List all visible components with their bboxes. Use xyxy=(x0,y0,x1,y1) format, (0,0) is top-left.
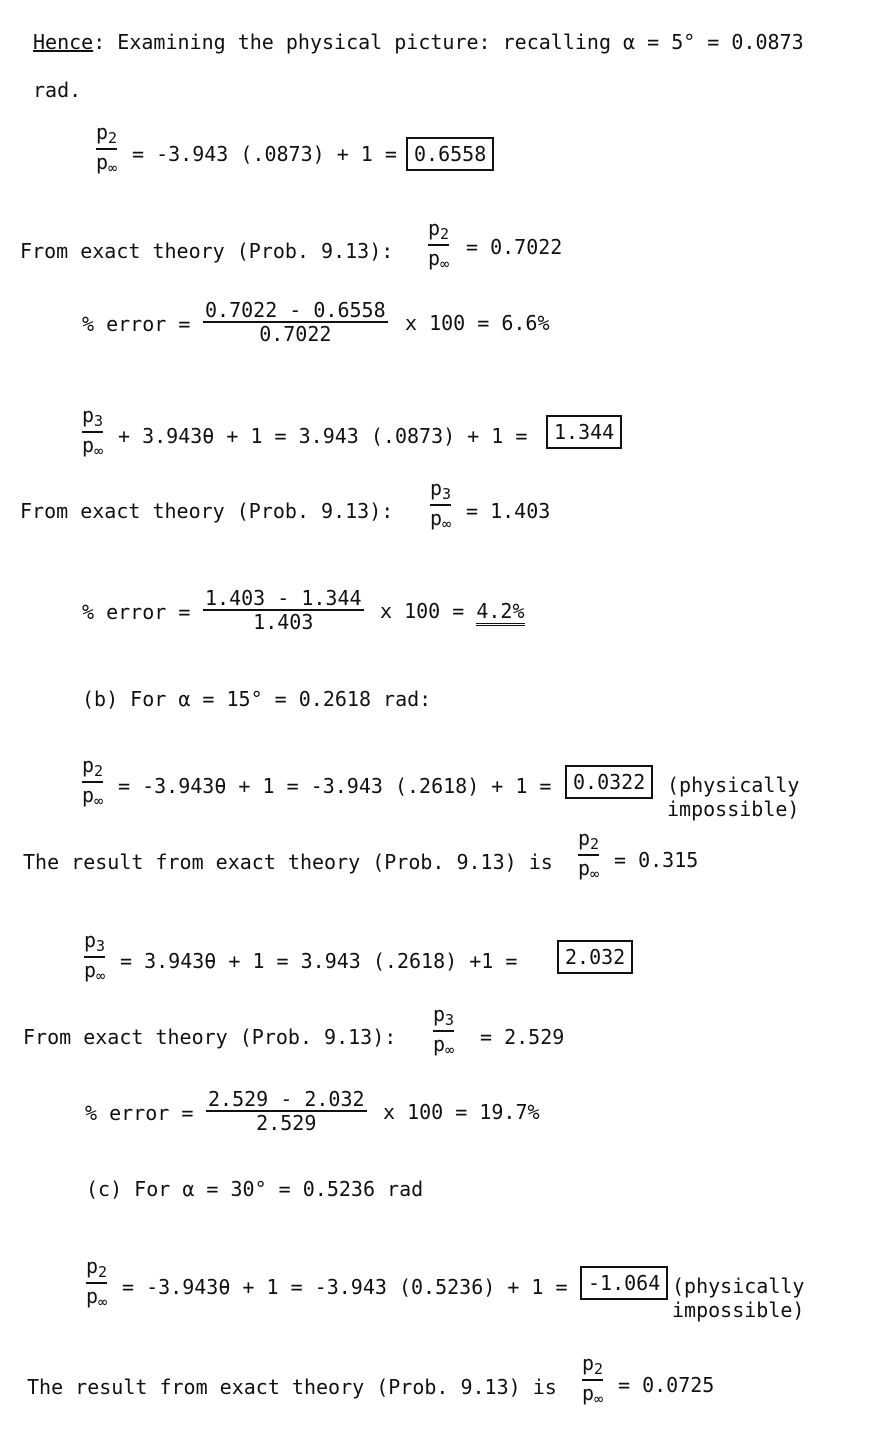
hence-label: Hence xyxy=(33,30,94,54)
equation-4: = 3.943θ + 1 = 3.943 (.2618) +1 = xyxy=(120,949,518,973)
error-label-1: % error = xyxy=(82,312,191,336)
exact-theory-label-1: From exact theory (Prob. 9.13): xyxy=(20,239,394,263)
impossible-note-3: impossible) xyxy=(667,797,800,821)
intro-continuation: rad. xyxy=(33,78,82,102)
ratio-p2-pinf-1: $p_2$ $p_\infty$ xyxy=(96,120,118,177)
intro-line xyxy=(33,32,804,52)
answer-box-2: 1.344 xyxy=(546,415,622,449)
ratio-p2-pinf-2: $p_2$ $p_\infty$ xyxy=(428,216,450,273)
error-label-4: % error = xyxy=(85,1101,194,1125)
equation-1: = -3.943 (.0873) + 1 = xyxy=(132,142,397,166)
ratio-p3-pinf-2: $p_3$ $p_\infty$ xyxy=(430,476,452,533)
answer-box-3: 0.0322 xyxy=(565,765,653,799)
ratio-p3-pinf-4: $p_3$ $p_\infty$ xyxy=(433,1002,455,1059)
error-fraction-2: $\frac{1.403 - 1.344}{1.403}$ xyxy=(205,586,362,634)
ratio-p2-pinf-5: $p_2$ $p_\infty$ xyxy=(86,1254,108,1311)
error-result-1: x 100 = 6.6% xyxy=(405,311,550,335)
ratio-p3-pinf-3: $p_3$ $p_\infty$ xyxy=(84,928,106,985)
equation-5: = -3.943θ + 1 = -3.943 (0.5236) + 1 = xyxy=(122,1275,568,1299)
answer-box-4: 2.032 xyxy=(557,940,633,974)
exact-result-value-5: = 0.0725 xyxy=(618,1373,715,1397)
physically-note-5: (physically xyxy=(672,1274,805,1298)
equation-3: = -3.943θ + 1 = -3.943 (.2618) + 1 = xyxy=(118,774,552,798)
error-fraction-1: $\frac{0.7022 - 0.6558}{0.7022}$ xyxy=(205,298,386,346)
ratio-p3-pinf-1: $p_3$ $p_\infty$ xyxy=(82,403,104,460)
error-fraction-4: $\frac{2.529 - 2.032}{2.529}$ xyxy=(208,1087,365,1135)
ratio-p2-pinf-4: $p_2$ $p_\infty$ xyxy=(578,826,600,883)
exact-theory-label-2: From exact theory (Prob. 9.13): xyxy=(20,499,394,523)
exact-theory-value-1: = 0.7022 xyxy=(466,235,563,259)
exact-theory-value-2: = 1.403 xyxy=(466,499,551,523)
error-result-value-2: 4.2% xyxy=(476,599,524,626)
intro-text: : Examining the physical picture: recalling α = 5° = 0.0873 xyxy=(93,30,804,54)
exact-theory-value-4: = 2.529 xyxy=(480,1025,565,1049)
error-result-2: x 100 = 4.2% xyxy=(380,601,525,621)
error-result-4: x 100 = 19.7% xyxy=(383,1100,540,1124)
answer-box-5: -1.064 xyxy=(580,1266,668,1300)
ratio-p2-pinf-6: $p_2$ $p_\infty$ xyxy=(582,1351,604,1408)
ratio-p2-pinf-3: $p_2$ $p_\infty$ xyxy=(82,753,104,810)
impossible-note-5: impossible) xyxy=(672,1298,805,1322)
error-label-2: % error = xyxy=(82,600,191,624)
exact-result-label-3: The result from exact theory (Prob. 9.13) is xyxy=(23,850,553,874)
answer-box-1: 0.6558 xyxy=(406,137,494,171)
part-c-heading: (c) For α = 30° = 0.5236 rad xyxy=(86,1177,424,1201)
part-b-heading: (b) For α = 15° = 0.2618 rad: xyxy=(82,687,432,711)
exact-result-value-3: = 0.315 xyxy=(614,848,699,872)
exact-result-label-5: The result from exact theory (Prob. 9.13) is xyxy=(27,1375,557,1399)
physically-note-3: (physically xyxy=(667,773,800,797)
exact-theory-label-4: From exact theory (Prob. 9.13): xyxy=(23,1025,397,1049)
equation-2: + 3.943θ + 1 = 3.943 (.0873) + 1 = xyxy=(118,424,528,448)
